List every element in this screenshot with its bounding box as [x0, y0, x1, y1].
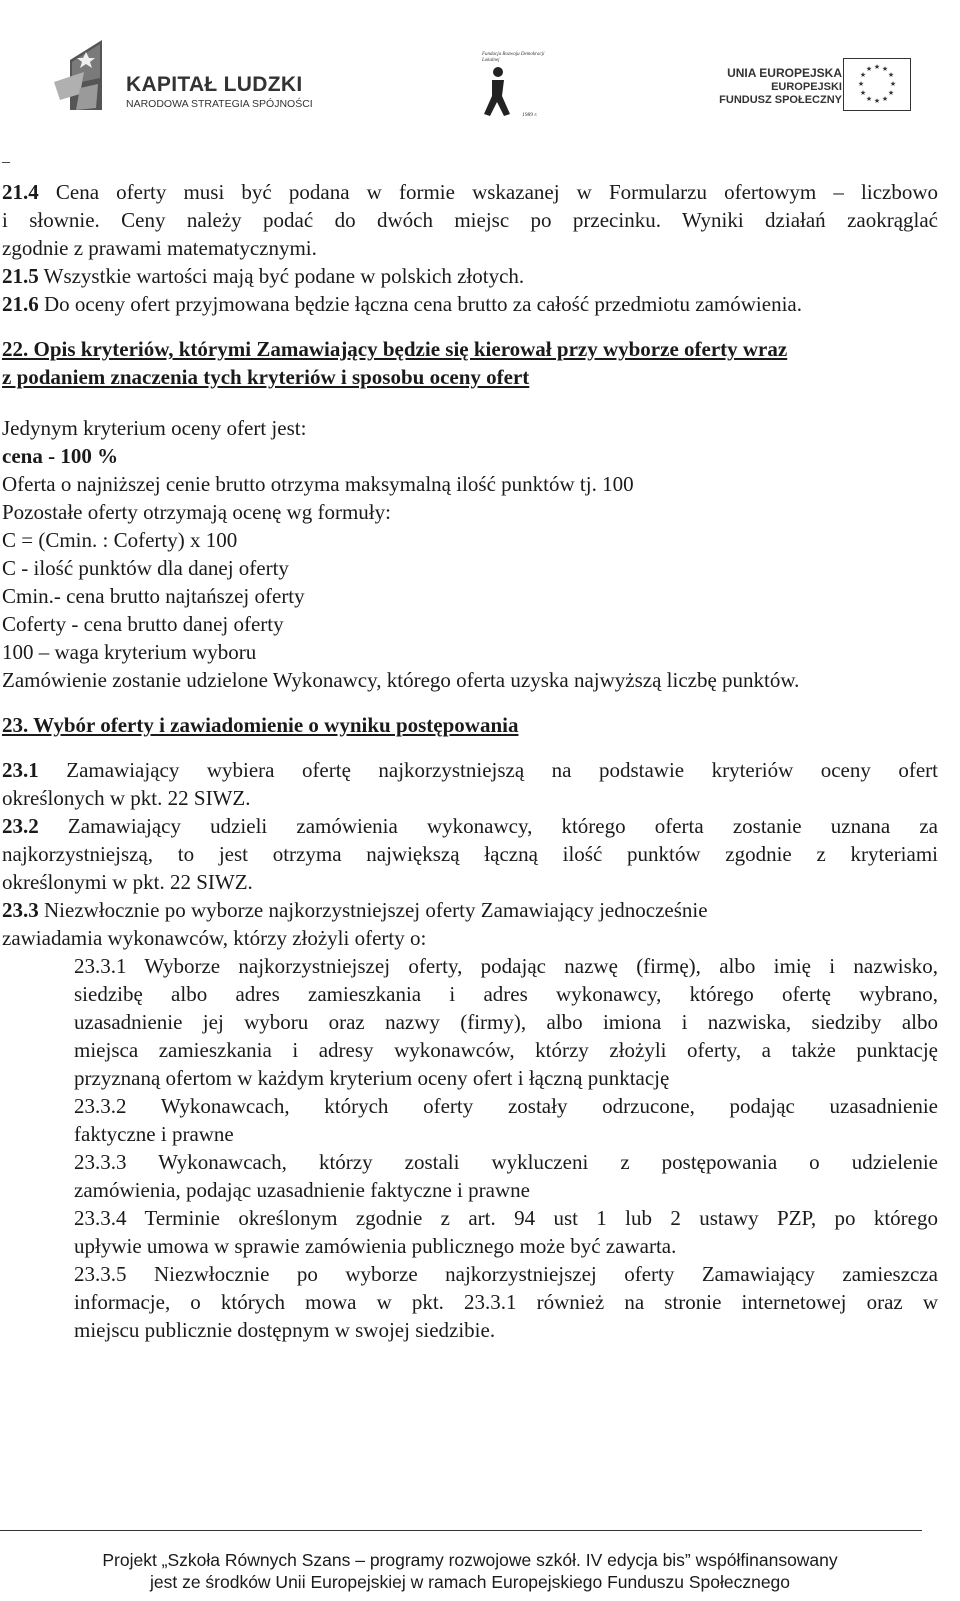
num-21-5: 21.5: [2, 264, 39, 288]
crit-line-2: Oferta o najniższej cenie brutto otrzyma maksymalną ilość punktów tj. 100: [2, 472, 634, 496]
heading-22-line1: 22. Opis kryteriów, którymi Zamawiający będzie się kierował przy wyborze oferty wraz: [2, 337, 788, 361]
svg-text:★: ★: [859, 71, 867, 79]
para-21-6: [2, 290, 938, 318]
crit-line-1: cena - 100 %: [2, 444, 119, 468]
ue-line-1: UNIA EUROPEJSKA: [727, 66, 842, 80]
svg-text:★: ★: [865, 65, 873, 73]
sub-23-3-4-line2: upływie umowa w sprawie zamówienia publicznego może być zawarta.: [74, 1234, 677, 1258]
fundacja-logo: [478, 52, 550, 124]
num-21-4: 21.4: [2, 180, 39, 204]
para-21-4-line1: [2, 178, 938, 206]
svg-text:★: ★: [857, 80, 865, 88]
page-footer: [0, 1549, 940, 1593]
svg-text:★: ★: [887, 89, 895, 97]
document-body: [2, 178, 938, 1344]
heading-23: 23. Wybór oferty i zawiadomienie o wyniku postępowania: [2, 713, 519, 737]
sub-23-3-1-line1: 23.3.1 Wyborze najkorzystniejszej oferty, podając nazwę (firmę), albo imię i nazwisko,: [74, 954, 938, 978]
para-23-2-line1: [2, 812, 938, 840]
sub-23-3-2-line2: faktyczne i prawne: [74, 1122, 234, 1146]
sub-23-3-1-line5: przyznaną ofertom w każdym kryterium oceny ofert i łączną punktację: [74, 1066, 670, 1090]
footer-line-1: Projekt „Szkoła Równych Szans – programy rozwojowe szkół. IV edycja bis” współfinansowany: [102, 1550, 838, 1570]
para-21-5: [2, 262, 938, 290]
svg-text:★: ★: [859, 89, 867, 97]
text-23-3-1: Niezwłocznie po wyborze najkorzystniejszej oferty Zamawiający jednocześnie: [38, 898, 708, 922]
ue-line-2: EUROPEJSKI: [771, 80, 842, 93]
para-23-1-line2: określonych w pkt. 22 SIWZ.: [2, 786, 251, 810]
svg-text:★: ★: [889, 80, 897, 88]
svg-text:★: ★: [881, 65, 889, 73]
para-23-3-line2: zawiadamia wykonawców, którzy złożyli oferty o:: [2, 926, 427, 950]
eu-flag-icon: [843, 58, 911, 111]
crit-line-6: Cmin.- cena brutto najtańszej oferty: [2, 584, 305, 608]
crit-line-5: C - ilość punktów dla danej oferty: [2, 556, 289, 580]
sub-23-3-1-line3: uzasadnienie jej wyboru oraz nazwy (firmy), albo imiona i nazwiska, siedziby albo: [74, 1010, 938, 1034]
text-23-1-1: Zamawiający wybiera ofertę najkorzystniejszą na podstawie kryteriów oceny ofert: [38, 758, 938, 782]
sub-23-3-1-line4: miejsca zamieszkania i adresy wykonawców, którzy złożyli oferty, a także punktację: [74, 1038, 938, 1062]
footer-line-2: jest ze środków Unii Europejskiej w ramach Europejskiego Funduszu Społecznego: [149, 1572, 791, 1592]
sub-23-3-5-line2: informacje, o których mowa w pkt. 23.3.1 również na stronie internetowej oraz w: [74, 1290, 938, 1314]
sub-23-3-3-line1: 23.3.3 Wykonawcach, którzy zostali wykluczeni z postępowania o udzielenie: [74, 1150, 938, 1174]
svg-text:★: ★: [887, 71, 895, 79]
crit-line-0: Jedynym kryterium oceny ofert jest:: [2, 416, 307, 440]
sub-23-3-2-line1: 23.3.2 Wykonawcach, których oferty zostały odrzucone, podając uzasadnienie: [74, 1094, 938, 1118]
crit-line-4: C = (Cmin. : Coferty) x 100: [2, 528, 238, 552]
fundacja-name: Fundacja Rozwoju Demokracji Lokalnej: [482, 52, 545, 63]
svg-text:★: ★: [881, 95, 889, 103]
svg-text:★: ★: [873, 63, 881, 71]
crit-line-3: Pozostałe oferty otrzymają ocenę wg formuły:: [2, 500, 391, 524]
subpoints-23-3: [2, 952, 938, 1344]
para-21-4-line3: zgodnie z prawami matematycznymi.: [2, 236, 317, 260]
ue-line-3: FUNDUSZ SPOŁECZNY: [719, 94, 842, 106]
sub-23-3-3-line2: zamówienia, podając uzasadnienie faktyczne i prawne: [74, 1178, 530, 1202]
crit-line-7: Coferty - cena brutto danej oferty: [2, 612, 284, 636]
para-23-3-line1: [2, 896, 938, 924]
num-23-1: 23.1: [2, 758, 39, 782]
num-21-6: 21.6: [2, 292, 39, 316]
crit-line-9: Zamówienie zostanie udzielone Wykonawcy, którego oferta uzyska najwyższą liczbę punktów.: [2, 668, 800, 692]
sub-23-3-5-line1: 23.3.5 Niezwłocznie po wyborze najkorzystniejszej oferty Zamawiający zamieszcza: [74, 1262, 938, 1286]
sub-23-3-4-line1: 23.3.4 Terminie określonym zgodnie z art. 94 ust 1 lub 2 ustawy PZP, po którego: [74, 1206, 938, 1230]
heading-22-line2: z podaniem znaczenia tych kryteriów i sposobu oceny ofert: [2, 365, 530, 389]
para-21-4-line2: i słownie. Ceny należy podać do dwóch miejsc po przecinku. Wyniki działań zaokrąglać: [2, 208, 938, 232]
kapital-ludzki-title: KAPITAŁ LUDZKI: [126, 73, 303, 96]
text-21-5: Wszystkie wartości mają być podane w polskich złotych.: [38, 264, 525, 288]
svg-text:★: ★: [865, 95, 873, 103]
footer-divider: [0, 1530, 922, 1531]
fundacja-year: 1989 r.: [522, 112, 538, 118]
kapital-ludzki-subtitle: NARODOWA STRATEGIA SPÓJNOŚCI: [126, 98, 313, 110]
text-21-6: Do oceny ofert przyjmowana będzie łączna cena brutto za całość przedmiotu zamówienia.: [38, 292, 802, 316]
svg-text:★: ★: [873, 97, 881, 105]
crit-line-8: 100 – waga kryterium wyboru: [2, 640, 257, 664]
para-23-1-line1: [2, 756, 938, 784]
person-icon: [478, 66, 518, 120]
ue-text-block: [719, 67, 842, 108]
text-21-4-1: Cena oferty musi być podana w formie wskazanej w Formularzu ofertowym – liczbowo: [38, 180, 938, 204]
header-dash: _: [2, 148, 10, 165]
text-23-2-1: Zamawiający udzieli zamówienia wykonawcy, którego oferta zostanie uznana za: [38, 814, 938, 838]
sub-23-3-1-line2: siedzibę albo adres zamieszkania i adres wykonawcy, którego ofertę wybrano,: [74, 982, 938, 1006]
para-23-2-line3: określonymi w pkt. 22 SIWZ.: [2, 870, 253, 894]
sub-23-3-5-line3: miejscu publicznie dostępnym w swojej siedzibie.: [74, 1318, 496, 1342]
page-header: [0, 0, 960, 150]
num-23-2: 23.2: [2, 814, 39, 838]
para-23-2-line2: najkorzystniejszą, to jest otrzyma największą łączną ilość punktów zgodnie z kryteriami: [2, 842, 938, 866]
num-23-3: 23.3: [2, 898, 39, 922]
